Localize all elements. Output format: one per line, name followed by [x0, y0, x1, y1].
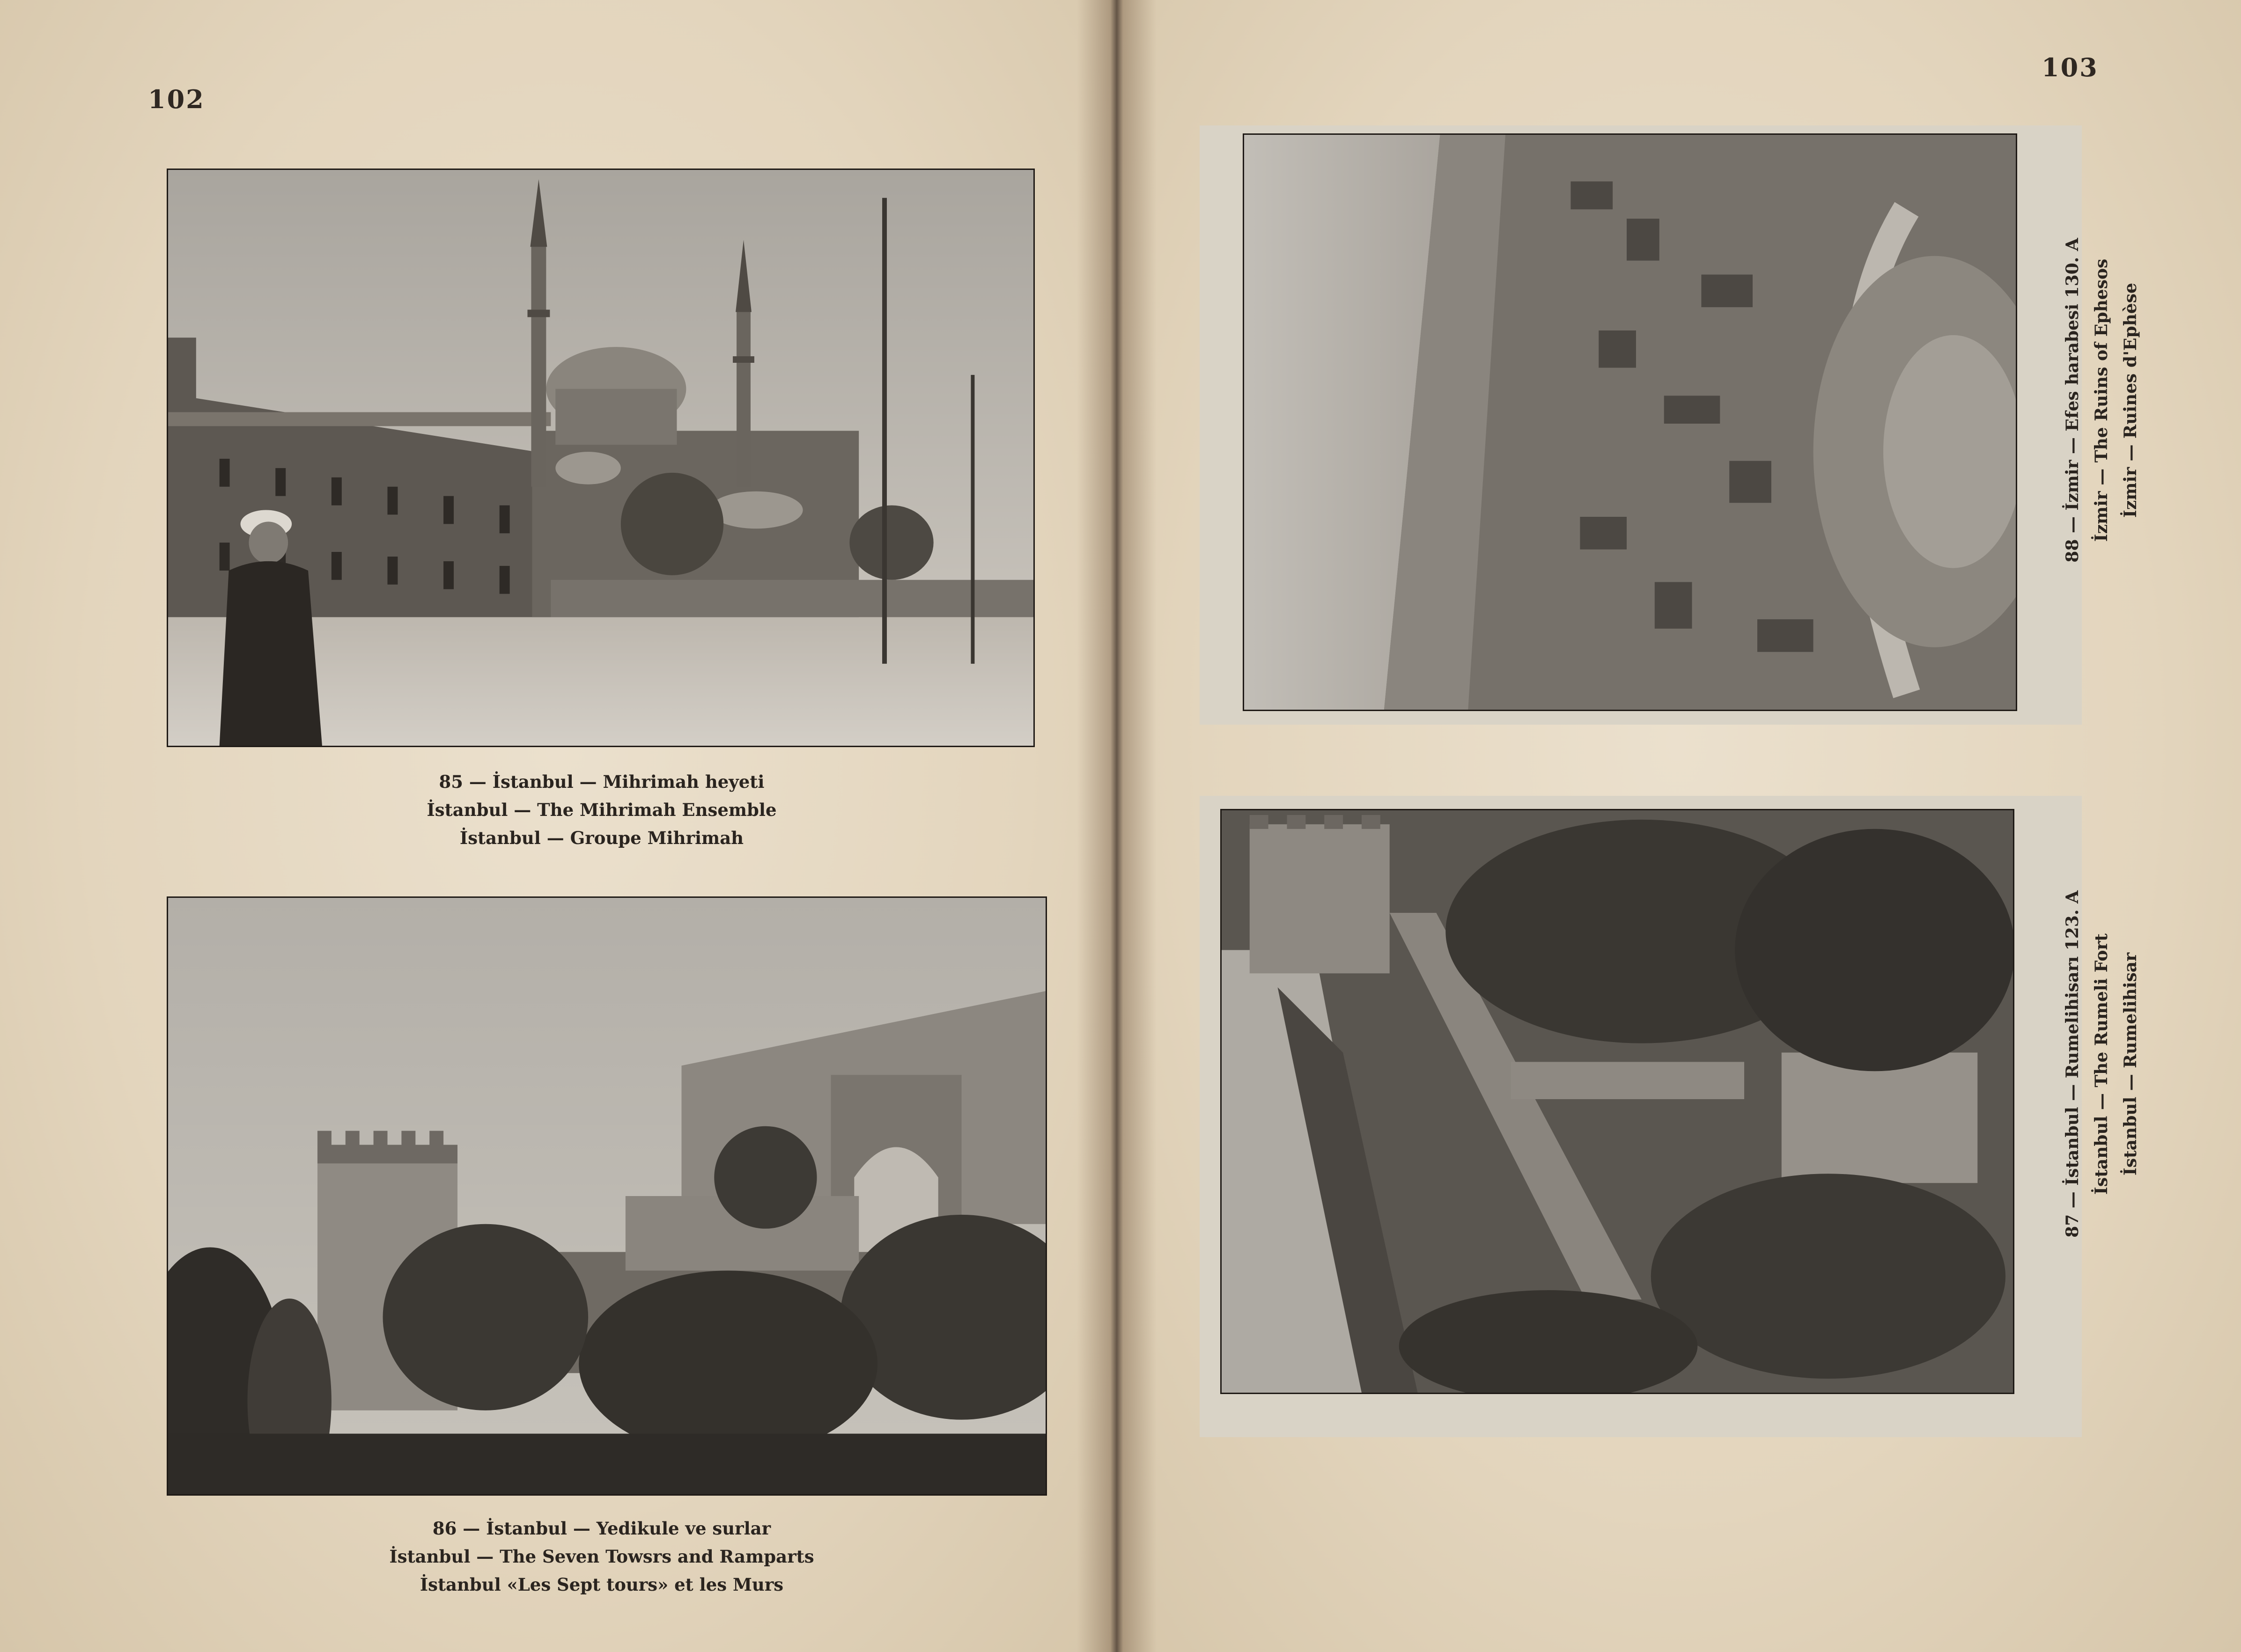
caption-87-line-2: İstanbul — The Rumeli Fort [2092, 933, 2111, 1195]
caption-88-line-1: 88 — İzmir — Efes harabesi 130. A [2063, 238, 2082, 563]
caption-86 [337, 1514, 866, 1599]
caption-87-line-3: İstanbul — Rumelihisar [2121, 952, 2140, 1176]
caption-87 [2058, 769, 2147, 1359]
left-page [0, 0, 1113, 1652]
ephesus-ruins-photo [1243, 133, 2017, 711]
yedikule-walls-photo [167, 896, 1047, 1496]
mosque-ensemble-photo [167, 169, 1035, 747]
page-number-right: 103 [2042, 52, 2099, 82]
caption-87-line-1: 87 — İstanbul — Rumelihisarı 123. A [2063, 890, 2082, 1238]
caption-85-line-1: 85 — İstanbul — Mihrimah heyeti [439, 771, 765, 792]
rumeli-fort-photo [1220, 809, 2014, 1394]
caption-86-line-2: İstanbul — The Seven Towsrs and Ramparts [389, 1546, 814, 1567]
caption-88-line-2: İzmir — The Ruins of Ephesos [2092, 258, 2111, 542]
caption-86-line-3: İstanbul «Les Sept tours» et les Murs [420, 1574, 784, 1595]
page-number-left: 102 [148, 84, 205, 114]
caption-85-line-2: İstanbul — The Mihrimah Ensemble [427, 800, 777, 820]
caption-88-line-3: İzmir — Ruines d'Ephèse [2121, 283, 2140, 518]
caption-85-line-3: İstanbul — Groupe Mihrimah [459, 828, 744, 848]
caption-85 [337, 768, 866, 852]
caption-88 [2058, 105, 2147, 695]
caption-86-line-1: 86 — İstanbul — Yedikule ve surlar [432, 1518, 771, 1539]
